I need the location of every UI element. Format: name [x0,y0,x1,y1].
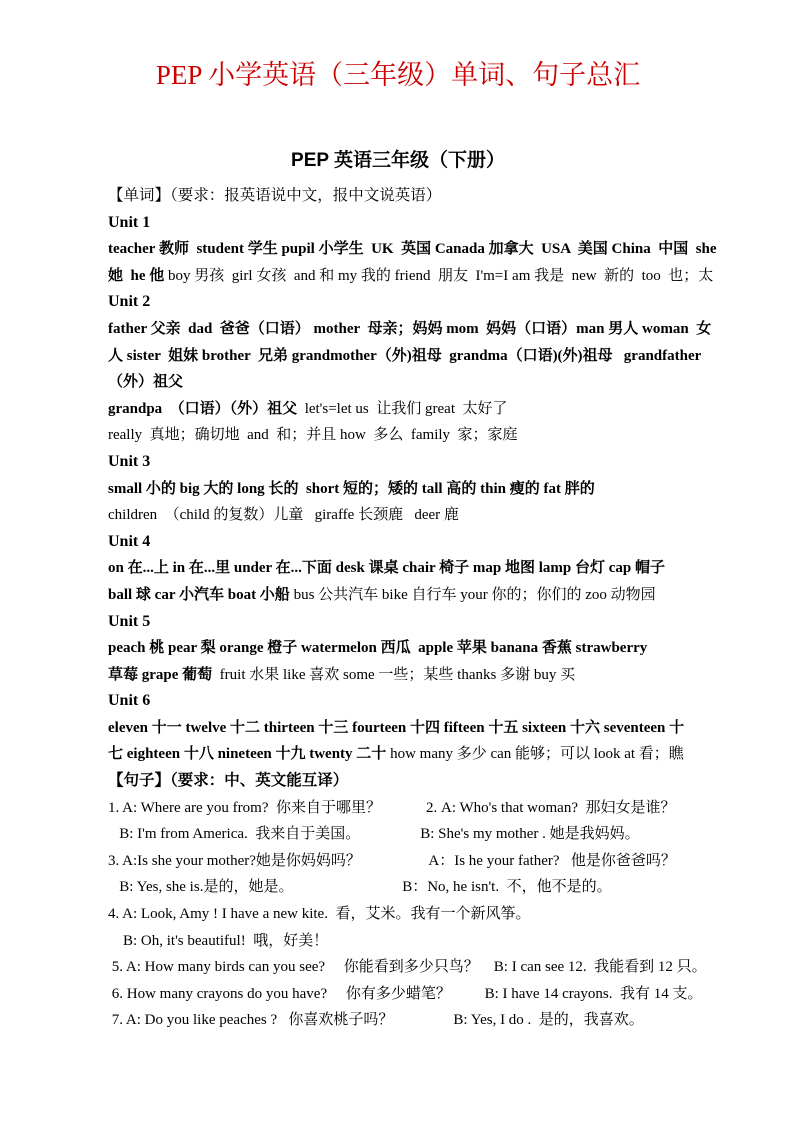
sentence-line: B: Oh, it's beautiful! 哦，好美！ [108,932,329,949]
vocab-line [108,555,688,582]
text-run: peach 桃 pear 梨 orange 橙子 watermelon 西瓜 apple 苹果 banana 香蕉 strawberry [108,640,648,657]
section-label-sentences [108,768,688,795]
unit-heading-5: Unit 5 [108,612,151,630]
vocab-line [108,236,717,263]
text-run: how many 多少 can 能够；可以 look at 看；瞧 [390,746,684,763]
text-run: 草莓 grape 葡萄 [108,666,220,683]
vocab-line [108,635,688,662]
vocab-line [108,422,688,449]
vocab-line [108,741,688,768]
vocab-line [108,369,688,396]
section-label-words [108,183,688,210]
text-run: bus 公共汽车 bike 自行车 your 你的；你们的 zoo 动物园 [293,586,656,603]
vocab-line [108,502,688,529]
vocab-line [108,263,714,290]
document-body [108,183,717,1034]
text-run: on 在...上 in 在...里 under 在...下面 desk 课桌 chair 椅子 map 地图 lamp 台灯 cap 帽子 [108,560,666,577]
text-run: let's=let us 让我们 great 太好了 [304,400,508,417]
text-run: grandpa （口语）（外）祖父 [108,400,305,417]
text-run: fruit 水果 like 喜欢 some 一些；某些 thanks 多谢 buy 买 [219,666,576,683]
text-run: small 小的 big 大的 long 长的 short 短的；矮的 tall 高的 thin 瘦的 fat 胖的 [108,480,595,497]
text-run: father 父亲 dad 爸爸（口语） mother 母亲；妈妈 mom 妈妈（口语）man 男人 woman 女 [108,320,712,337]
text-run: children （child 的复数）儿童 giraffe 长颈鹿 deer 鹿 [108,507,459,524]
document-subtitle: PEP 英语三年级（下册） [291,150,505,171]
unit-heading-3: Unit 3 [108,452,151,470]
vocab-line [108,396,688,423]
text-run: 人 sister 姐妹 brother 兄弟 grandmother（外)祖母 grandma（口语)(外)祖母 grandfather [108,347,702,364]
sentence-line: 5. A: How many birds can you see? 你能看到多少只鸟？ B: I can see 12. 我能看到 12 只。 [108,959,707,976]
sentence-line: B: Yes, she is.是的，她是。 B：No, he isn't. 不，他不是的。 [108,879,612,896]
vocab-line [108,343,702,370]
sentence-line: 3. A:Is she your mother?她是你妈妈吗？ A：Is he your father? 他是你爸爸吗？ [108,852,676,869]
text-run: teacher 教师 student 学生 pupil 小学生 UK 英国 Canada 加拿大 USA 美国 China 中国 she [108,241,717,258]
sentence-line: 6. How many crayons do you have? 你有多少蜡笔？ B: I have 14 crayons. 我有 14 支。 [108,985,703,1002]
sentence-line: 1. A: Where are you from? 你来自于哪里？ 2. A: Who's that woman? 那妇女是谁？ [108,799,676,816]
text-run: 【句子】（要求：中、英文能互译） [108,772,349,790]
sentence-line: B: I'm from America. 我来自于美国。 B: She's my mother . 她是我妈妈。 [108,826,640,843]
vocab-line [108,715,688,742]
text-run: （外）祖父 [108,374,184,391]
text-run: eleven 十一 twelve 十二 thirteen 十三 fourteen 十四 fifteen 十五 sixteen 十六 seventeen 十 [108,719,685,736]
text-run: ball 球 car 小汽车 boat 小船 [108,586,294,603]
unit-heading-6: Unit 6 [108,692,151,710]
text-run: boy 男孩 girl 女孩 and 和 my 我的 friend 朋友 I'm=I am 我是 new 新的 too 也；太 [168,267,714,284]
text-run: 她 he 他 [108,267,169,284]
page-title: PEP 小学英语（三年级）单词、句子总汇 [155,60,641,90]
text-run: 【单词】（要求：报英语说中文，报中文说英语） [108,187,442,204]
vocab-line [108,316,712,343]
vocab-line [108,582,688,609]
vocab-line [108,476,688,503]
vocab-line [108,662,688,689]
unit-heading-2: Unit 2 [108,293,151,311]
sentence-line: 7. A: Do you like peaches ? 你喜欢桃子吗？ B: Yes, I do . 是的，我喜欢。 [108,1012,644,1029]
text-run: really 真地；确切地 and 和；并且 how 多么 family 家；家庭 [108,427,518,444]
unit-heading-1: Unit 1 [108,213,151,231]
unit-heading-4: Unit 4 [108,532,151,550]
text-run: 七 eighteen 十八 nineteen 十九 twenty 二十 [108,746,391,763]
sentence-line: 4. A: Look, Amy ! I have a new kite. 看，艾米。我有一个新风筝。 [108,906,531,923]
